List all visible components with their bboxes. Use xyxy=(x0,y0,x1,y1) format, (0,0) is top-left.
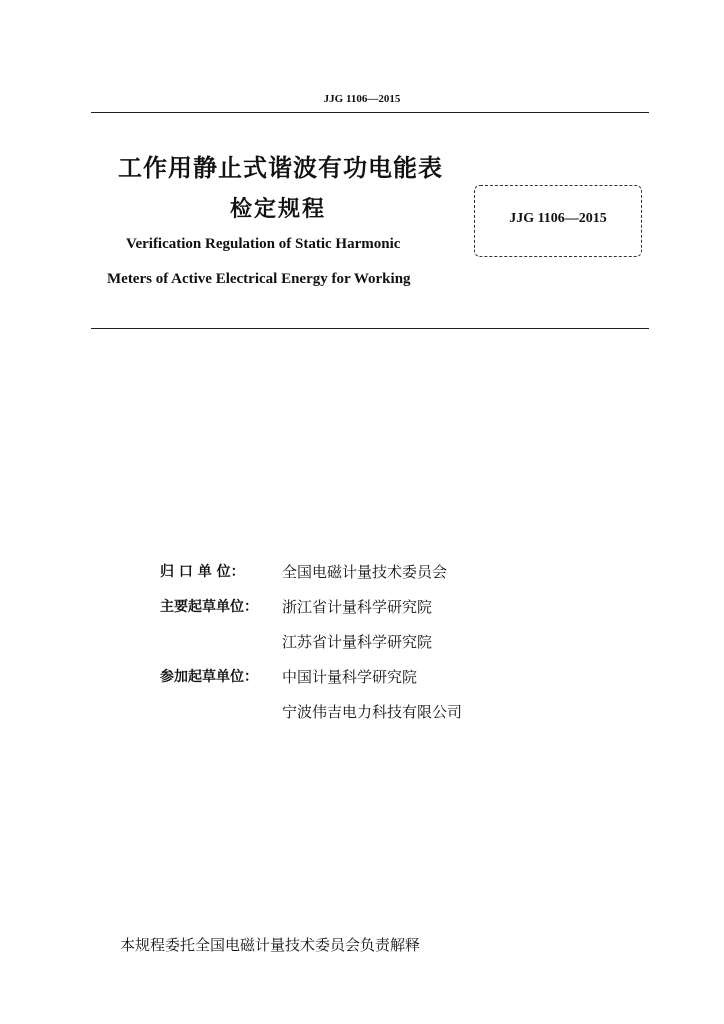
drafter-row-participating-drafter-2 xyxy=(160,696,462,726)
title-chinese-line-1: 工作用静止式谐波有功电能表 xyxy=(118,154,443,182)
drafter-value: 江苏省计量科学研究院 xyxy=(282,632,433,651)
middle-divider xyxy=(91,328,649,329)
drafter-value: 宁波伟吉电力科技有限公司 xyxy=(282,702,463,721)
header-code: JJG 1106—2015 xyxy=(323,93,401,105)
drafter-key: 归 口 单 位： xyxy=(160,564,245,580)
title-english-line-1: Verification Regulation of Static Harmonic xyxy=(126,236,401,252)
top-divider xyxy=(91,112,649,113)
drafter-key: 参加起草单位： xyxy=(160,669,258,685)
standard-code-label: JJG 1106—2015 xyxy=(509,211,607,226)
drafter-value: 浙江省计量科学研究院 xyxy=(282,597,433,616)
drafter-value: 全国电磁计量技术委员会 xyxy=(282,562,448,581)
title-english-line-2: Meters of Active Electrical Energy for Working xyxy=(107,271,411,287)
drafter-row-responsible-unit xyxy=(160,556,447,586)
footer-interpretation-note: 本规程委托全国电磁计量技术委员会负责解释 xyxy=(120,936,421,954)
drafter-row-main-drafter xyxy=(160,591,432,621)
drafter-row-participating-drafter xyxy=(160,661,417,691)
title-chinese-line-2: 检定规程 xyxy=(230,197,327,222)
drafter-value: 中国计量科学研究院 xyxy=(282,667,418,686)
drafter-key: 主要起草单位： xyxy=(160,599,258,615)
drafter-row-main-drafter-2 xyxy=(160,626,432,656)
